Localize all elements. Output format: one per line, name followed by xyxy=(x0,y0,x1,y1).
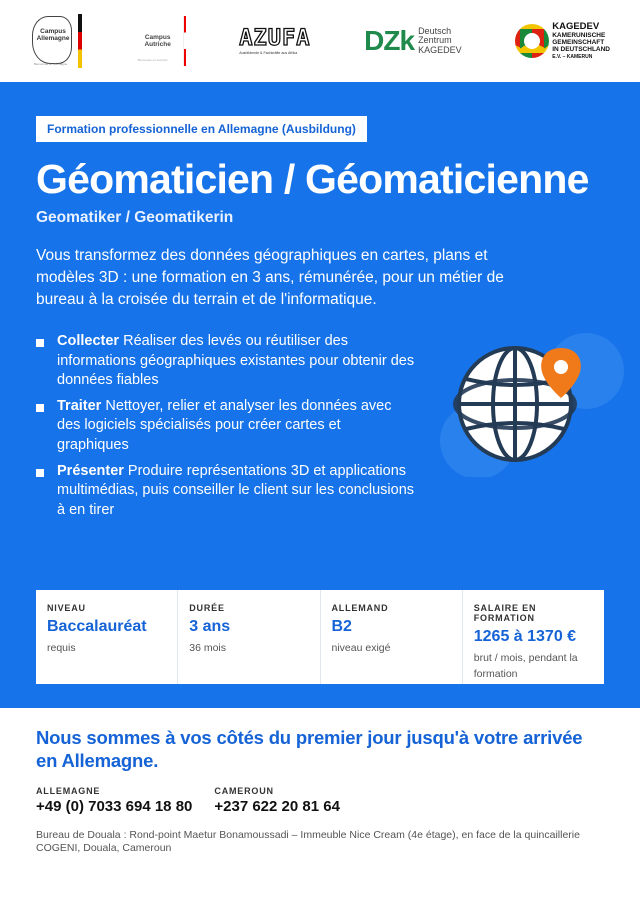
kagedev-logo: KAGEDEV KAMERUNISCHE GEMEINSCHAFT IN DEUTSCHLAND E.V. – KAMERUN xyxy=(515,22,610,61)
list-item: Traiter Nettoyer, relier et analyser les données avec des logiciels spécialisés pour créer cartes et graphiques xyxy=(36,397,416,456)
contact-cameroon: CAMEROUN +237 622 20 81 64 xyxy=(214,786,340,815)
page-title: Géomaticien / Géomaticienne xyxy=(36,156,589,202)
page-subtitle: Geomatiker / Geomatikerin xyxy=(36,209,234,226)
stat-duration: DURÉE 3 ans 36 mois xyxy=(178,590,320,684)
contact-germany: ALLEMAGNE +49 (0) 7033 694 18 80 xyxy=(36,786,193,815)
bullet-square-icon xyxy=(36,404,44,412)
task-list xyxy=(36,332,416,520)
program-badge: Formation professionnelle en Allemagne (Ausbildung) xyxy=(36,116,367,142)
campus-autriche-logo: Campus Autriche Bienvenue en Autriche xyxy=(136,16,186,66)
stat-german-level: ALLEMAND B2 niveau exigé xyxy=(321,590,463,684)
campus-allemagne-logo: Campus Allemagne Bienvenue en Allemagne xyxy=(30,14,82,68)
globe-illustration xyxy=(430,317,630,477)
contact-list xyxy=(36,786,604,815)
logo-bar xyxy=(0,0,640,82)
stat-level: NIVEAU Baccalauréat requis xyxy=(36,590,178,684)
stat-salary: SALAIRE EN FORMATION 1265 à 1370 € brut / mois, pendant la formation xyxy=(473,603,578,680)
list-item: Présenter Produire représentations 3D et applications multimédias, puis conseiller le client sur les conclusions à en tirer xyxy=(36,462,416,521)
office-address: Bureau de Douala : Rond-point Maetur Bonamoussadi – Immeuble Nice Cream (4e étage), en face de la quincaillerie COGENI, Douala, Cameroun xyxy=(36,829,580,854)
support-slogan: Nous sommes à vos côtés du premier jour jusqu'à votre arrivée en Allemagne. xyxy=(36,727,583,771)
intro-text: Vous transformez des données géographiques en cartes, plans et modèles 3D : une formation en 3 ans, rémunérée, pour un métier de bureau à la croisée du terrain et de l'informatique. xyxy=(36,247,504,308)
key-facts-panel xyxy=(36,590,604,684)
contact-footer xyxy=(0,708,640,855)
bullet-square-icon xyxy=(36,339,44,347)
phone-number[interactable]: +237 622 20 81 64 xyxy=(214,798,340,815)
azufa-logo: AZUFA Ausbildende & Fachkräfte aus Afrika xyxy=(239,25,311,55)
list-item: Collecter Réaliser des levés ou réutiliser des informations géographiques existantes pour obtenir des données fiables xyxy=(36,332,416,391)
hero-section xyxy=(0,82,640,708)
bullet-square-icon xyxy=(36,469,44,477)
phone-number[interactable]: +49 (0) 7033 694 18 80 xyxy=(36,798,193,815)
dzk-logo: DZk Deutsch Zentrum KAGEDEV xyxy=(364,25,462,56)
